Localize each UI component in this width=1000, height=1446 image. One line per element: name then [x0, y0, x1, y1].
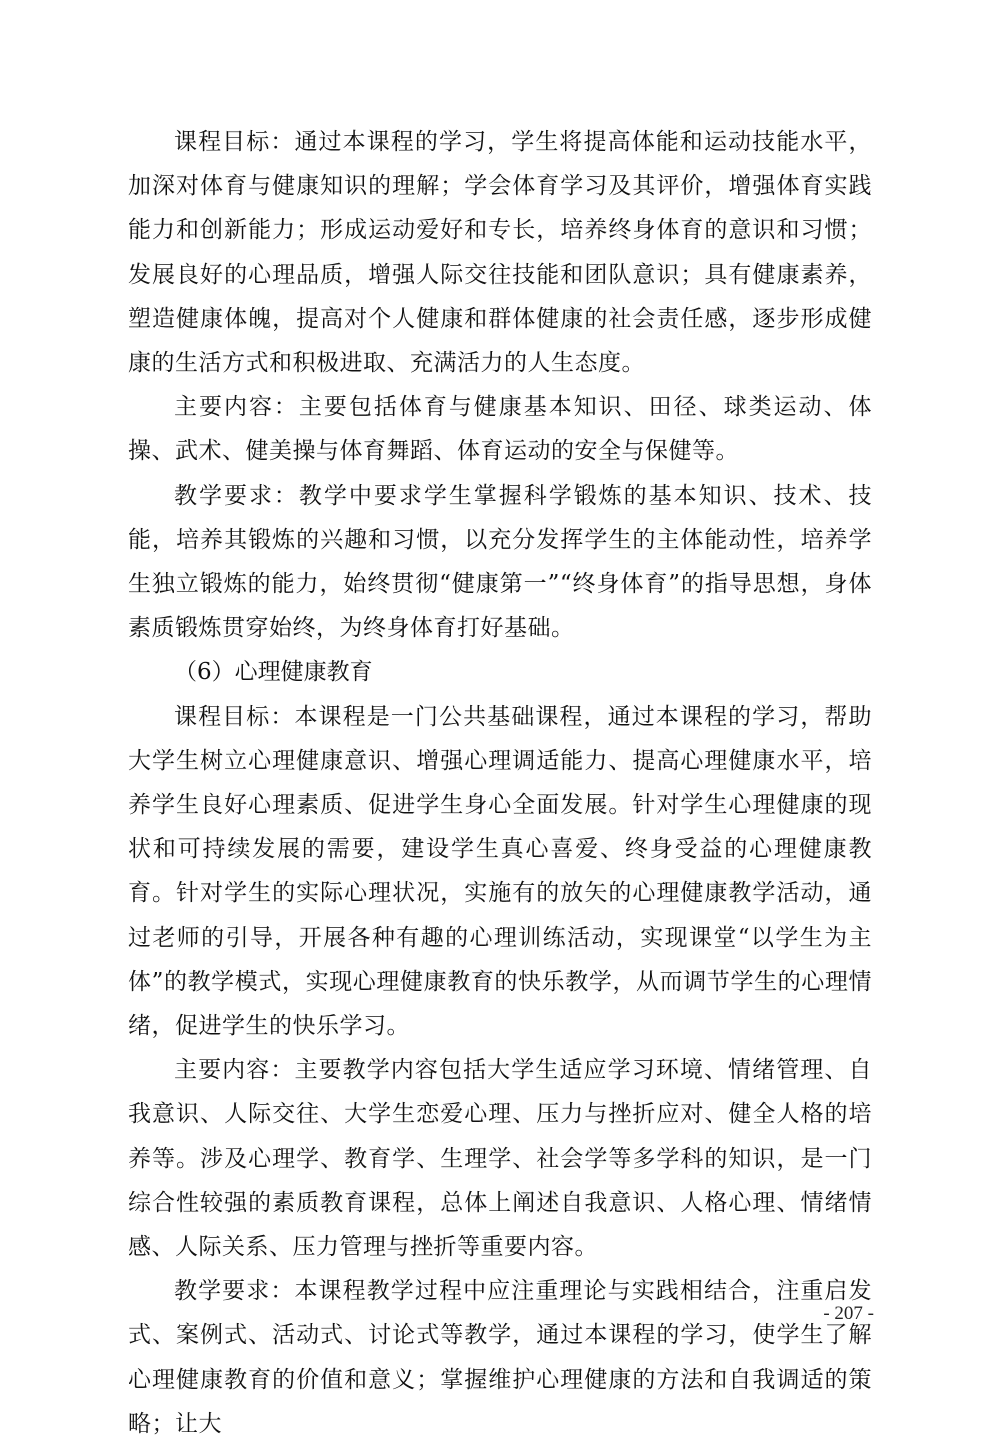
page-body	[128, 120, 872, 1446]
paragraph-pe-main-content: 主要内容：主要包括体育与健康基本知识、田径、球类运动、体操、武术、健美操与体育舞蹈、体育运动的安全与保健等。	[128, 394, 872, 465]
paragraph-mh-teaching-requirements: 教学要求：本课程教学过程中应注重理论与实践相结合，注重启发式、案例式、活动式、讨论式等教学，通过本课程的学习，使学生了解心理健康教育的价值和意义；掌握维护心理健康的方法和自我调适的策略；让大	[128, 1278, 872, 1437]
paragraph-mh-course-goals: 课程目标：本课程是一门公共基础课程，通过本课程的学习，帮助大学生树立心理健康意识、增强心理调适能力、提高心理健康水平，培养学生良好心理素质、促进学生身心全面发展。针对学生心理健康的现状和可持续发展的需要，建设学生真心喜爱、终身受益的心理健康教育。针对学生的实际心理状况，实施有的放矢的心理健康教学活动，通过老师的引导，开展各种有趣的心理训练活动，实现课堂“以学生为主体”的教学模式，实现心理健康教育的快乐教学，从而调节学生的心理情绪，促进学生的快乐学习。	[128, 703, 872, 1040]
paragraph-pe-teaching-requirements: 教学要求：教学中要求学生掌握科学锻炼的基本知识、技术、技能，培养其锻炼的兴趣和习惯，以充分发挥学生的主体能动性，培养学生独立锻炼的能力，始终贯彻“健康第一”“终身体育”的指导思想，身体素质锻炼贯穿始终，为终身体育打好基础。	[128, 482, 872, 642]
paragraph-pe-course-goals: 课程目标：通过本课程的学习，学生将提高体能和运动技能水平，加深对体育与健康知识的理解；学会体育学习及其评价，增强体育实践能力和创新能力；形成运动爱好和专长，培养终身体育的意识和习惯；发展良好的心理品质，增强人际交往技能和团队意识；具有健康素养，塑造健康体魄，提高对个人健康和群体健康的社会责任感，逐步形成健康的生活方式和积极进取、充满活力的人生态度。	[128, 129, 872, 377]
page-number: - 207 -	[823, 1303, 874, 1324]
paragraph-mh-main-content: 主要内容：主要教学内容包括大学生适应学习环境、情绪管理、自我意识、人际交往、大学生恋爱心理、压力与挫折应对、健全人格的培养等。涉及心理学、教育学、生理学、社会学等多学科的知识，是一门综合性较强的素质教育课程，总体上阐述自我意识、人格心理、情绪情感、人际关系、压力管理与挫折等重要内容。	[128, 1057, 872, 1261]
section-heading-mental-health: （6）心理健康教育	[174, 659, 373, 686]
